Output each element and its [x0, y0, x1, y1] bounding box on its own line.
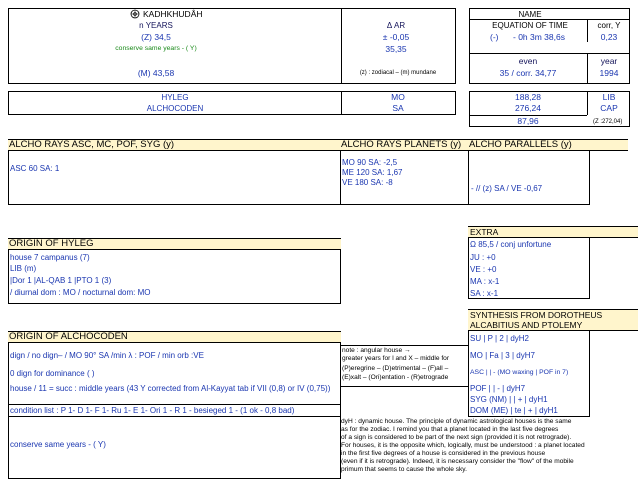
sun-wheel-icon: [130, 9, 140, 19]
alchocoden-label: ALCHOCODEN: [146, 104, 204, 113]
alcho-parallels-title: ALCHO PARALLELS (y): [469, 139, 572, 150]
even-label: even: [518, 56, 538, 66]
kadhkhudah-title: KADHKHUDÂH: [143, 9, 203, 19]
extra-line-1: JU : +0: [470, 253, 496, 262]
alcho-parallels-line: - // (z) SA / VE -0,67: [471, 184, 543, 193]
synthesis-line-2: MO | Fa | 3 | dyH7: [470, 351, 535, 360]
dynamic-line-2: as for the zodiac. I remind you that a planet located in the last five degrees: [341, 426, 559, 433]
origin-hyleg-line-4: / diurnal dom : MO / nocturnal dom: MO: [10, 288, 151, 297]
alcho-value: 276,24: [515, 103, 541, 113]
z-years-value: (Z) 34,5: [141, 32, 171, 42]
extra-line-2: VE : +0: [470, 265, 497, 274]
alcho-planets-title: ALCHO RAYS PLANETS (y): [341, 139, 462, 150]
name-label: NAME: [518, 10, 542, 19]
note-line-1: note : angular house →: [342, 347, 411, 354]
delta-ar-value: ± -0,05: [382, 32, 410, 42]
divider: [341, 8, 342, 84]
synthesis-line-3: ASC | | - (MO waxing | POF in 7): [470, 369, 569, 376]
dynamic-line-6: (even if it is retrograde). Indeed, it is necessary consider the "flow" of the mobile: [341, 458, 574, 465]
note-line-3: (P)eregrine – (D)etrimental – (F)all –: [342, 365, 449, 372]
eq-time-sign: (-): [490, 32, 499, 42]
hyleg-value: 188,28: [515, 92, 541, 102]
corr-label: corr, Y: [597, 21, 621, 30]
conserve-value: 35,35: [385, 44, 407, 54]
even-value: 35 / corr. 34,77: [499, 68, 557, 78]
dynamic-line-5: in the first five degrees of a house is considered in the previous house: [341, 450, 546, 457]
note-line-2: greater years for l and X – middle for: [342, 355, 450, 362]
origin-alcho-line-3: house / 11 = succ : middle years (43 Y corrected from Al-Kayyat tab if VII (0,8) or IV (0,75)): [10, 384, 331, 393]
dynamic-line-3: of a sign is considered to be part of the next sign (provided it is not retrograde).: [341, 434, 572, 441]
hyleg-alcho-table: [8, 91, 456, 115]
alcho-planets-line-1: MO 90 SA: -2,5: [342, 158, 398, 167]
alcho-sign: CAP: [600, 103, 618, 113]
year-label: year: [600, 56, 618, 66]
origin-alcho-line-1: dign / no dign– / MO 90° SA /min λ : POF / min orb :VE: [10, 351, 204, 360]
alcho-planet: SA: [392, 103, 404, 113]
origin-hyleg-line-3: |Dor 1 |AL-QAB 1 |PTO 1 (3): [10, 276, 112, 285]
synthesis-title-1: SYNTHESIS FROM DOROTHEUS: [470, 310, 603, 320]
corr-value: 0,23: [600, 32, 618, 42]
dynamic-line-7: primum that seems to cause the whole sky.: [341, 466, 467, 473]
origin-hyleg-line-2: LIB (m): [10, 264, 37, 273]
n-years-label: n YEARS: [139, 21, 173, 30]
synthesis-line-4: POF | | - | dyH7: [470, 384, 526, 393]
equation-of-time-label: EQUATION OF TIME: [492, 21, 568, 30]
synthesis-line-1: SU | P | 2 | dyH2: [470, 334, 529, 343]
alcho-parallels-panel: [468, 151, 590, 205]
alcho-planets-line-2: ME 120 SA: 1,67: [342, 168, 403, 177]
alcho-planets-line-3: VE 180 SA: -8: [342, 178, 393, 187]
conserve-label: conserve same years - ( Y): [115, 45, 197, 52]
hyleg-label: HYLEG: [161, 93, 189, 102]
synthesis-title-2: ALCABITIUS AND PTOLEMY: [470, 320, 583, 330]
m-years-value: (M) 43,58: [137, 68, 175, 78]
extra-line-3: MA : x-1: [470, 277, 500, 286]
note-line-4: (E)xalt – (Ori)entation - (R)etrograde: [342, 374, 449, 381]
year-value: 1994: [599, 68, 619, 78]
synthesis-line-5: SYG (NM) | | + | dyH1: [470, 395, 548, 404]
origin-alcho-line-5: conserve same years - ( Y): [10, 440, 106, 449]
alcho-rays-panel: [8, 151, 341, 205]
origin-alcho-line-2: 0 dign for dominance ( ): [10, 369, 95, 378]
alcho-rays-line: ASC 60 SA: 1: [10, 164, 60, 173]
delta-ar-label: Δ AR: [386, 21, 406, 30]
extra-line-4: SA : x-1: [470, 289, 499, 298]
origin-alcho-title: ORIGIN OF ALCHOCODEN: [9, 331, 128, 342]
origin-hyleg-line-1: house 7 campanus (7): [10, 253, 90, 262]
eq-time-value: - 0h 3m 38,6s: [513, 32, 565, 42]
diff-value: 87,96: [517, 116, 539, 126]
hyleg-planet: MO: [391, 92, 405, 102]
dynamic-line-1: dyH : dynamic house. The principle of dynamic astrological houses is the same: [341, 418, 572, 425]
synthesis-line-6: DOM (ME) | te | + | dyH1: [470, 406, 558, 415]
zodiacal-mundane-legend: (z) : zodiacal – (m) mundane: [359, 70, 437, 76]
extra-omega: Ω 85,5 / conj unfortune: [470, 240, 552, 249]
extra-title: EXTRA: [470, 227, 499, 237]
origin-alcho-line-4: condition list : P 1- D 1- F 1- Ru 1- E 1- Ori 1 - R 1 - besieged 1 - (1 ok - 0,8 bad): [10, 406, 295, 415]
origin-hyleg-title: ORIGIN OF HYLEG: [9, 238, 94, 249]
hyleg-sign: LIB: [602, 92, 616, 102]
z-note: (Z :272,04): [593, 119, 623, 125]
dynamic-line-4: For houses, it is the opposite which, logically, must be understood : a planet located: [341, 442, 585, 449]
alcho-rays-title: ALCHO RAYS ASC, MC, POF, SYG (y): [9, 139, 175, 150]
